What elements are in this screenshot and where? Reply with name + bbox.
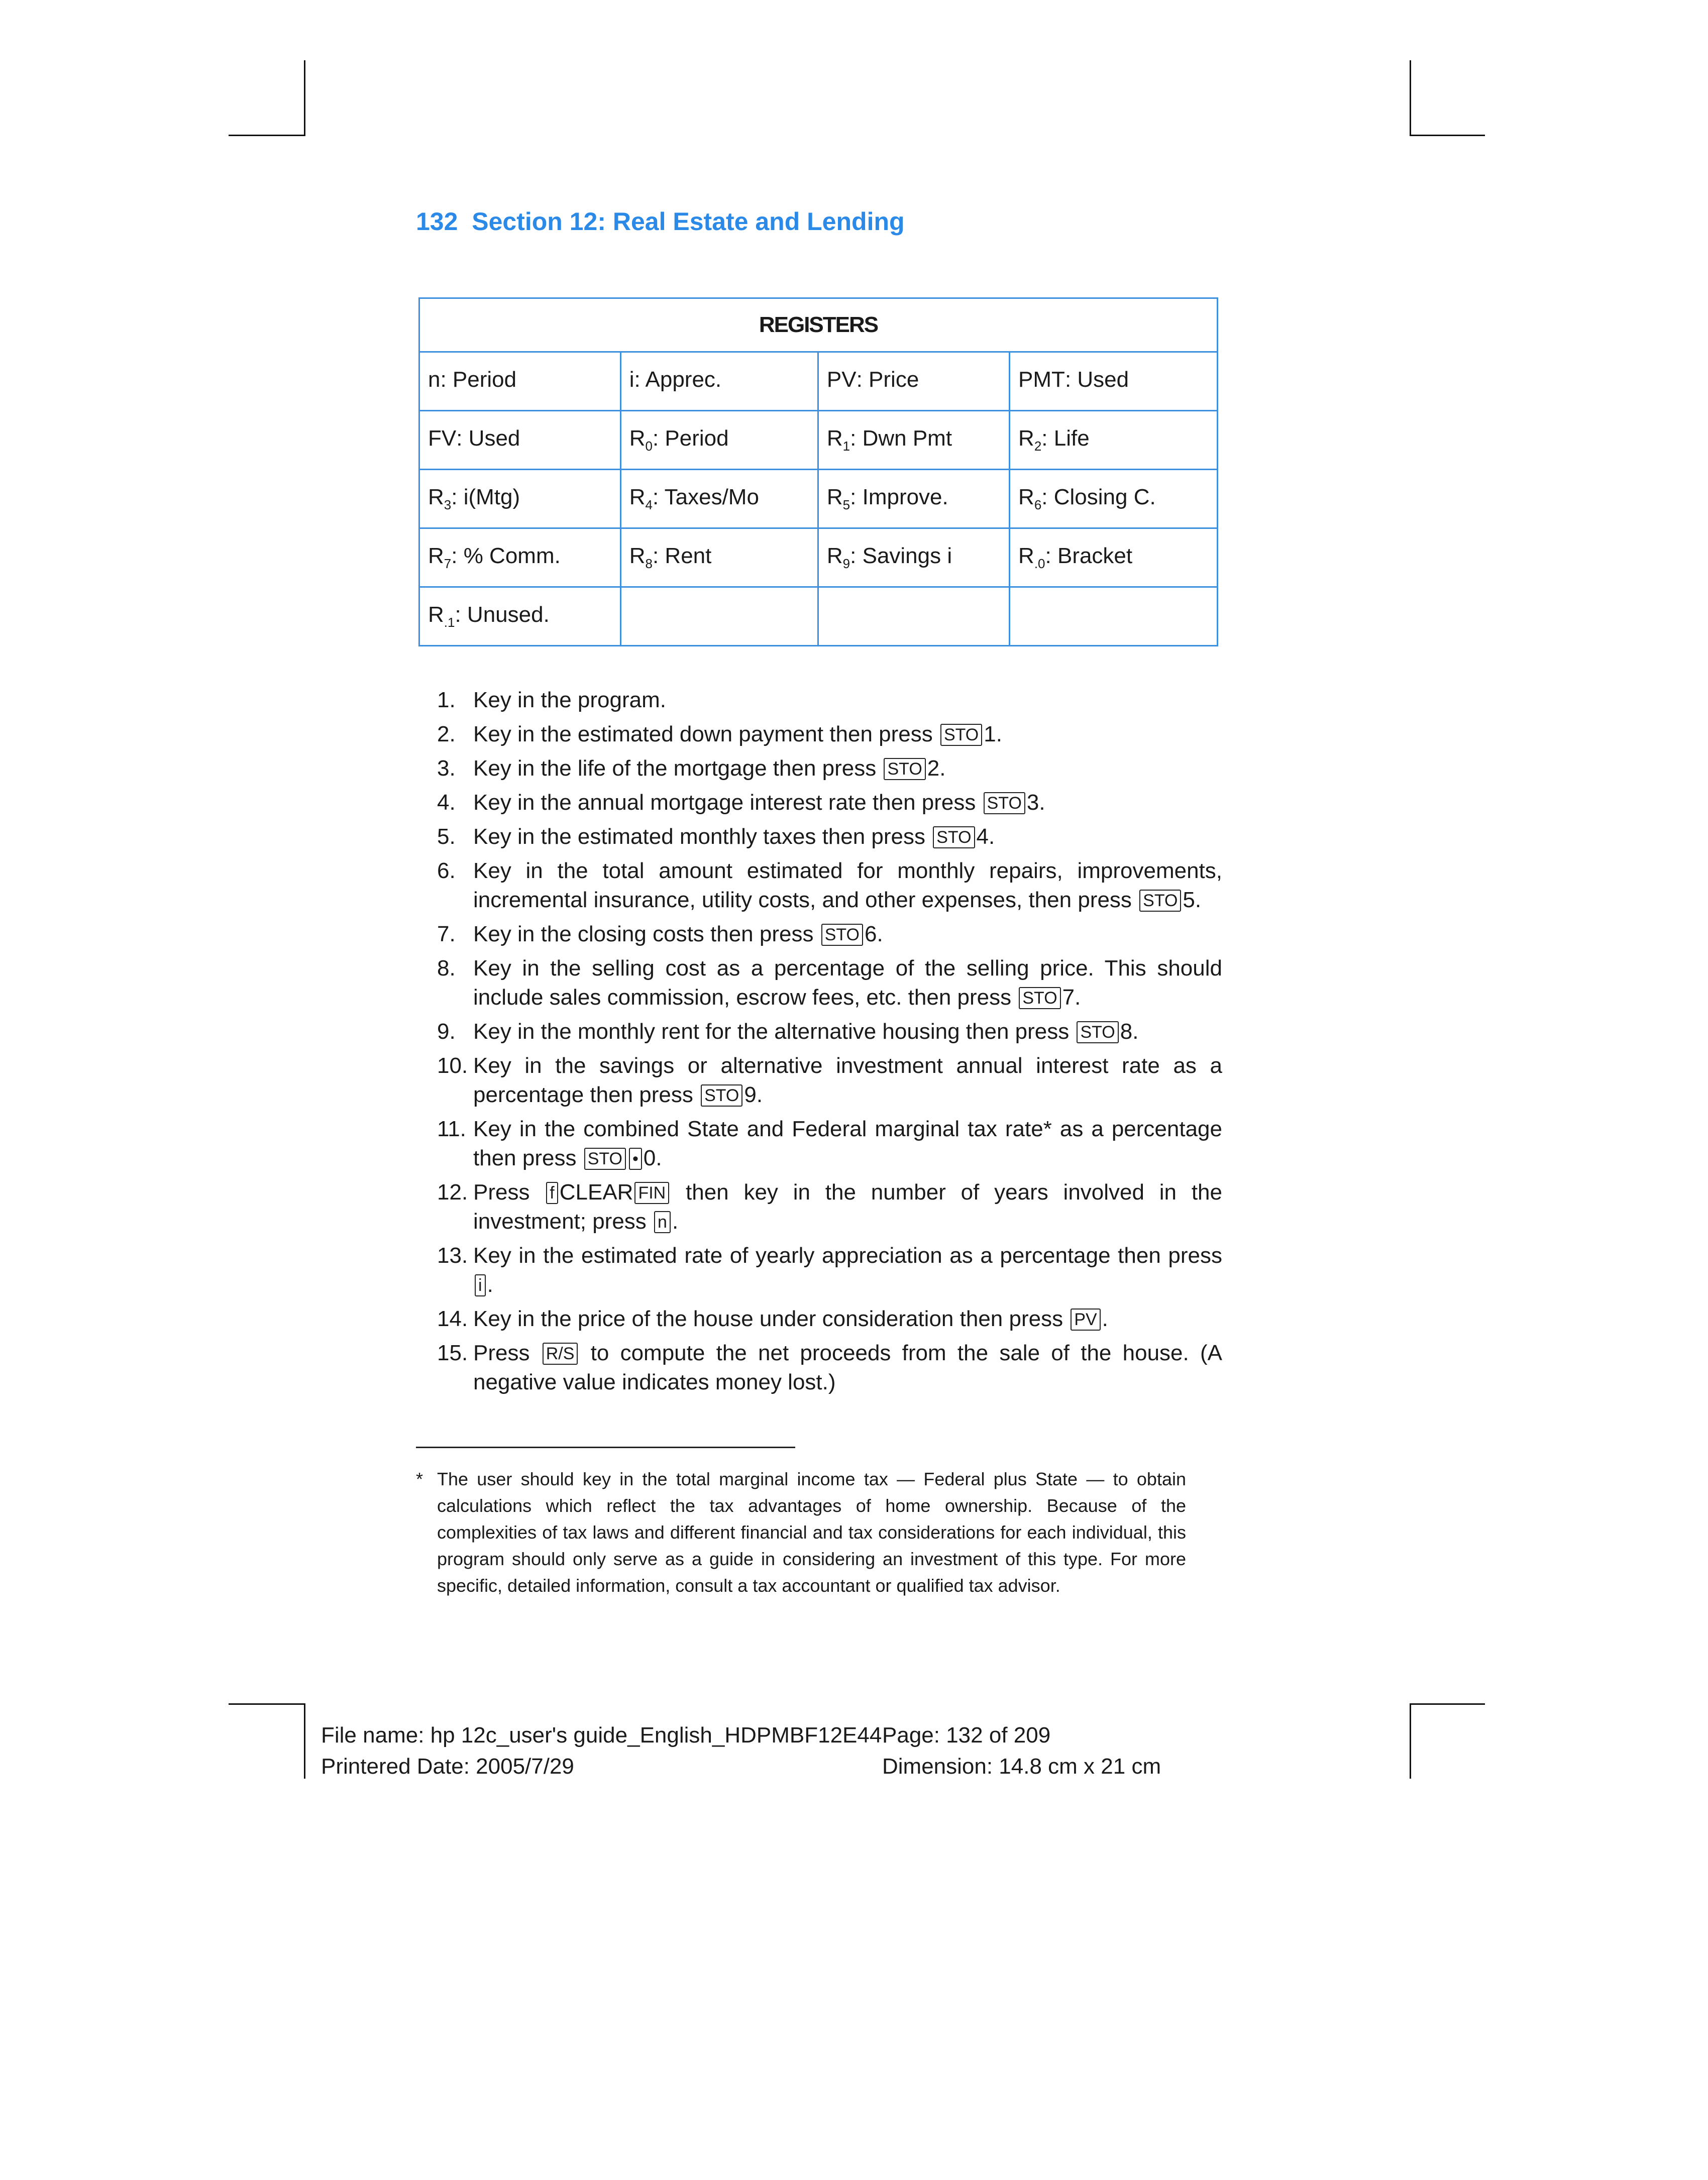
list-item bbox=[437, 920, 1222, 949]
step-text-segment: Key in the closing costs then press bbox=[473, 922, 820, 946]
step-text-segment: Key in the selling cost as a percentage of the selling price. This should include sales commission, escrow fees, etc. then press bbox=[473, 956, 1222, 1010]
register-label: : Used bbox=[1064, 367, 1129, 392]
step-text-segment: 2. bbox=[927, 756, 946, 781]
section-title: Section 12: Real Estate and Lending bbox=[472, 207, 905, 236]
register-name: R bbox=[826, 426, 843, 451]
step-text-segment: 0. bbox=[643, 1146, 662, 1170]
step-number: 2. bbox=[437, 722, 456, 746]
register-cell bbox=[620, 470, 818, 528]
step-number: 6. bbox=[437, 858, 456, 883]
step-text bbox=[473, 1304, 1222, 1334]
step-number: 8. bbox=[437, 956, 456, 980]
step-text bbox=[473, 1178, 1222, 1236]
step-text-segment: Key in the estimated down payment then press bbox=[473, 722, 939, 746]
list-item bbox=[437, 1115, 1222, 1173]
table-row bbox=[419, 470, 1218, 528]
step-text-segment: Key in the savings or alternative investment annual interest rate as a percentage then press bbox=[473, 1053, 1222, 1107]
crop-mark bbox=[229, 1703, 305, 1705]
register-label: : % Comm. bbox=[451, 543, 561, 569]
register-subscript: 7 bbox=[444, 556, 452, 571]
register-name: R bbox=[1018, 485, 1034, 510]
register-label: : Period bbox=[440, 367, 517, 392]
step-number: 4. bbox=[437, 790, 456, 815]
register-label: : Savings i bbox=[850, 543, 952, 569]
register-cell bbox=[419, 411, 621, 470]
crop-mark bbox=[304, 1703, 305, 1779]
step-text-segment: 6. bbox=[864, 922, 883, 946]
register-label: : i(Mtg) bbox=[451, 485, 520, 510]
register-subscript: 4 bbox=[645, 497, 653, 512]
register-name: R bbox=[428, 485, 444, 510]
step-number: 10. bbox=[437, 1053, 468, 1078]
page-header bbox=[416, 207, 905, 236]
footnote-text: The user should key in the total marginal income tax — Federal plus State — to obtain calculations which reflect the tax advantages of home ownership. Because of the complexities of tax laws and different financial and tax considerations for each individual, this program should only serve as a guide in considering an investment of this type. For more specific, detailed information, consult a tax accountant or qualified tax advisor. bbox=[437, 1469, 1186, 1596]
register-name: R bbox=[629, 485, 646, 510]
calculator-key-decimal: • bbox=[629, 1148, 642, 1170]
step-text-segment: Press bbox=[473, 1180, 545, 1205]
register-cell bbox=[620, 411, 818, 470]
crop-mark bbox=[1410, 60, 1411, 136]
register-cell bbox=[620, 587, 818, 646]
list-item bbox=[437, 856, 1222, 915]
register-cell bbox=[419, 528, 621, 587]
register-cell bbox=[419, 470, 621, 528]
calculator-key-i: i bbox=[475, 1274, 486, 1296]
crop-mark bbox=[1410, 135, 1485, 136]
register-cell bbox=[1010, 352, 1218, 411]
register-label: : Life bbox=[1041, 426, 1090, 451]
calculator-key-sto: STO bbox=[984, 792, 1025, 814]
step-number: 15. bbox=[437, 1341, 468, 1365]
register-cell bbox=[620, 352, 818, 411]
step-text bbox=[473, 788, 1222, 817]
step-text bbox=[473, 1241, 1222, 1299]
step-text-segment: . bbox=[672, 1209, 679, 1234]
register-label: : Rent bbox=[652, 543, 712, 569]
register-subscript: .1 bbox=[444, 614, 455, 630]
step-number: 5. bbox=[437, 824, 456, 849]
list-item bbox=[437, 1339, 1222, 1397]
register-cell bbox=[818, 587, 1009, 646]
calculator-key-sto: STO bbox=[584, 1148, 626, 1170]
step-text-segment: 1. bbox=[984, 722, 1002, 746]
calculator-key-sto: STO bbox=[701, 1084, 742, 1107]
crop-mark bbox=[304, 60, 305, 136]
step-number: 12. bbox=[437, 1180, 468, 1205]
step-number: 11. bbox=[437, 1117, 466, 1141]
register-subscript: 0 bbox=[645, 438, 653, 454]
register-cell bbox=[419, 352, 621, 411]
step-text-segment: 4. bbox=[976, 824, 995, 849]
register-subscript: 2 bbox=[1034, 438, 1042, 454]
register-name: R bbox=[1018, 543, 1034, 569]
step-text-segment: to compute the net proceeds from the sale of the house. (A negative value indicates money lost.) bbox=[473, 1341, 1222, 1394]
step-text bbox=[473, 686, 1222, 715]
step-number: 13. bbox=[437, 1243, 468, 1268]
calculator-key-sto: STO bbox=[1139, 890, 1181, 912]
registers-title: REGISTERS bbox=[419, 298, 1218, 352]
register-name: R bbox=[826, 485, 843, 510]
step-text-segment: 5. bbox=[1183, 888, 1202, 912]
register-label: : Closing C. bbox=[1041, 485, 1156, 510]
step-text bbox=[473, 1115, 1222, 1173]
register-label: : Apprec. bbox=[634, 367, 722, 392]
register-name: R bbox=[428, 602, 444, 627]
step-text-segment: Key in the estimated monthly taxes then press bbox=[473, 824, 932, 849]
table-row bbox=[419, 352, 1218, 411]
register-subscript: 9 bbox=[842, 556, 850, 571]
step-text-segment: Key in the estimated rate of yearly appreciation as a percentage then press bbox=[473, 1243, 1222, 1268]
step-number: 14. bbox=[437, 1306, 468, 1331]
step-text bbox=[473, 822, 1222, 851]
step-text-segment: Key in the monthly rent for the alternative housing then press bbox=[473, 1019, 1076, 1044]
step-text bbox=[473, 754, 1222, 783]
step-text bbox=[473, 954, 1222, 1012]
register-cell bbox=[620, 528, 818, 587]
list-item bbox=[437, 822, 1222, 851]
list-item bbox=[437, 754, 1222, 783]
register-subscript: 6 bbox=[1034, 497, 1042, 512]
crop-mark bbox=[1410, 1703, 1411, 1779]
register-label: : Dwn Pmt bbox=[850, 426, 952, 451]
footnote-marker: * bbox=[416, 1469, 423, 1489]
footer-page: Page: 132 of 209 bbox=[882, 1723, 1051, 1748]
register-cell bbox=[1010, 587, 1218, 646]
register-subscript: .0 bbox=[1034, 556, 1045, 571]
step-text-segment: Key in the annual mortgage interest rate then press bbox=[473, 790, 982, 815]
table-row bbox=[419, 528, 1218, 587]
calculator-key-sto: STO bbox=[1077, 1021, 1118, 1043]
list-item bbox=[437, 686, 1222, 715]
register-label: : Price bbox=[856, 367, 919, 392]
register-name: FV bbox=[428, 426, 457, 451]
register-cell bbox=[1010, 411, 1218, 470]
list-item bbox=[437, 788, 1222, 817]
register-name: i bbox=[629, 367, 634, 392]
register-name: R bbox=[629, 426, 646, 451]
register-cell bbox=[818, 528, 1009, 587]
register-name: n bbox=[428, 367, 441, 392]
step-text bbox=[473, 1339, 1222, 1397]
register-name: PV bbox=[826, 367, 857, 392]
step-number: 7. bbox=[437, 922, 456, 946]
table-row bbox=[419, 587, 1218, 646]
step-text-segment: . bbox=[1102, 1306, 1108, 1331]
instruction-steps bbox=[437, 686, 1222, 1402]
registers-table bbox=[418, 297, 1218, 646]
footer-dimension: Dimension: 14.8 cm x 21 cm bbox=[882, 1754, 1161, 1779]
step-number: 9. bbox=[437, 1019, 456, 1044]
calculator-key-fin: FIN bbox=[634, 1182, 669, 1204]
step-text-segment: Key in the combined State and Federal marginal tax rate* as a percentage then press bbox=[473, 1117, 1222, 1170]
register-cell bbox=[419, 587, 621, 646]
step-text bbox=[473, 720, 1222, 749]
step-text-segment: CLEAR bbox=[559, 1180, 633, 1205]
step-text-segment: . bbox=[487, 1272, 493, 1297]
register-subscript: 8 bbox=[645, 556, 653, 571]
list-item bbox=[437, 1017, 1222, 1046]
register-cell bbox=[818, 411, 1009, 470]
step-text-segment: 7. bbox=[1062, 985, 1081, 1010]
register-label: : Period bbox=[652, 426, 729, 451]
register-name: R bbox=[1018, 426, 1034, 451]
list-item bbox=[437, 720, 1222, 749]
register-name: R bbox=[826, 543, 843, 569]
list-item bbox=[437, 1051, 1222, 1110]
footer-printed-date: Printered Date: 2005/7/29 bbox=[321, 1754, 574, 1779]
page-number: 132 bbox=[416, 207, 458, 236]
step-text bbox=[473, 856, 1222, 915]
register-label: : Unused. bbox=[455, 602, 550, 627]
calculator-key-sto: STO bbox=[933, 826, 975, 848]
step-text-segment: 8. bbox=[1120, 1019, 1139, 1044]
table-row bbox=[419, 411, 1218, 470]
list-item bbox=[437, 1241, 1222, 1299]
register-label: : Bracket bbox=[1045, 543, 1133, 569]
step-text-segment: Key in the total amount estimated for monthly repairs, improvements, incremental insurance, utility costs, and other expenses, then press bbox=[473, 858, 1222, 912]
calculator-key-sto: STO bbox=[940, 724, 982, 746]
register-label: : Improve. bbox=[850, 485, 948, 510]
register-label: : Taxes/Mo bbox=[652, 485, 759, 510]
calculator-key-pv: PV bbox=[1071, 1309, 1100, 1331]
calculator-key-sto: STO bbox=[1019, 987, 1060, 1009]
register-name: R bbox=[629, 543, 646, 569]
calculator-key-rs: R/S bbox=[543, 1343, 578, 1365]
step-text bbox=[473, 1051, 1222, 1110]
step-number: 1. bbox=[437, 688, 456, 712]
register-label: : Used bbox=[456, 426, 520, 451]
list-item bbox=[437, 1304, 1222, 1334]
register-subscript: 1 bbox=[842, 438, 850, 454]
calculator-key-n: n bbox=[654, 1211, 671, 1233]
step-text-segment: Key in the life of the mortgage then press bbox=[473, 756, 883, 781]
list-item bbox=[437, 954, 1222, 1012]
footer-file-name: File name: hp 12c_user's guide_English_HDPMBF12E44 bbox=[321, 1723, 882, 1748]
footnote bbox=[416, 1466, 1186, 1599]
register-subscript: 5 bbox=[842, 497, 850, 512]
register-cell bbox=[818, 470, 1009, 528]
step-text-segment: Key in the program. bbox=[473, 688, 666, 712]
crop-mark bbox=[1410, 1703, 1485, 1705]
calculator-key-sto: STO bbox=[884, 758, 925, 780]
step-text-segment: Press bbox=[473, 1341, 541, 1365]
step-text-segment: 3. bbox=[1026, 790, 1045, 815]
calculator-key-sto: STO bbox=[821, 924, 863, 946]
calculator-key-f: f bbox=[546, 1182, 558, 1204]
register-subscript: 3 bbox=[444, 497, 452, 512]
list-item bbox=[437, 1178, 1222, 1236]
step-text-segment: Key in the price of the house under consideration then press bbox=[473, 1306, 1070, 1331]
footnote-divider bbox=[416, 1447, 795, 1448]
register-name: PMT bbox=[1018, 367, 1065, 392]
step-number: 3. bbox=[437, 756, 456, 781]
register-cell bbox=[1010, 470, 1218, 528]
step-text bbox=[473, 920, 1222, 949]
register-name: R bbox=[428, 543, 444, 569]
register-cell bbox=[818, 352, 1009, 411]
step-text-segment: 9. bbox=[744, 1082, 763, 1107]
step-text bbox=[473, 1017, 1222, 1046]
step-text-segment: then key in the number of years involved in the investment; press bbox=[473, 1180, 1222, 1234]
register-cell bbox=[1010, 528, 1218, 587]
crop-mark bbox=[229, 135, 305, 136]
